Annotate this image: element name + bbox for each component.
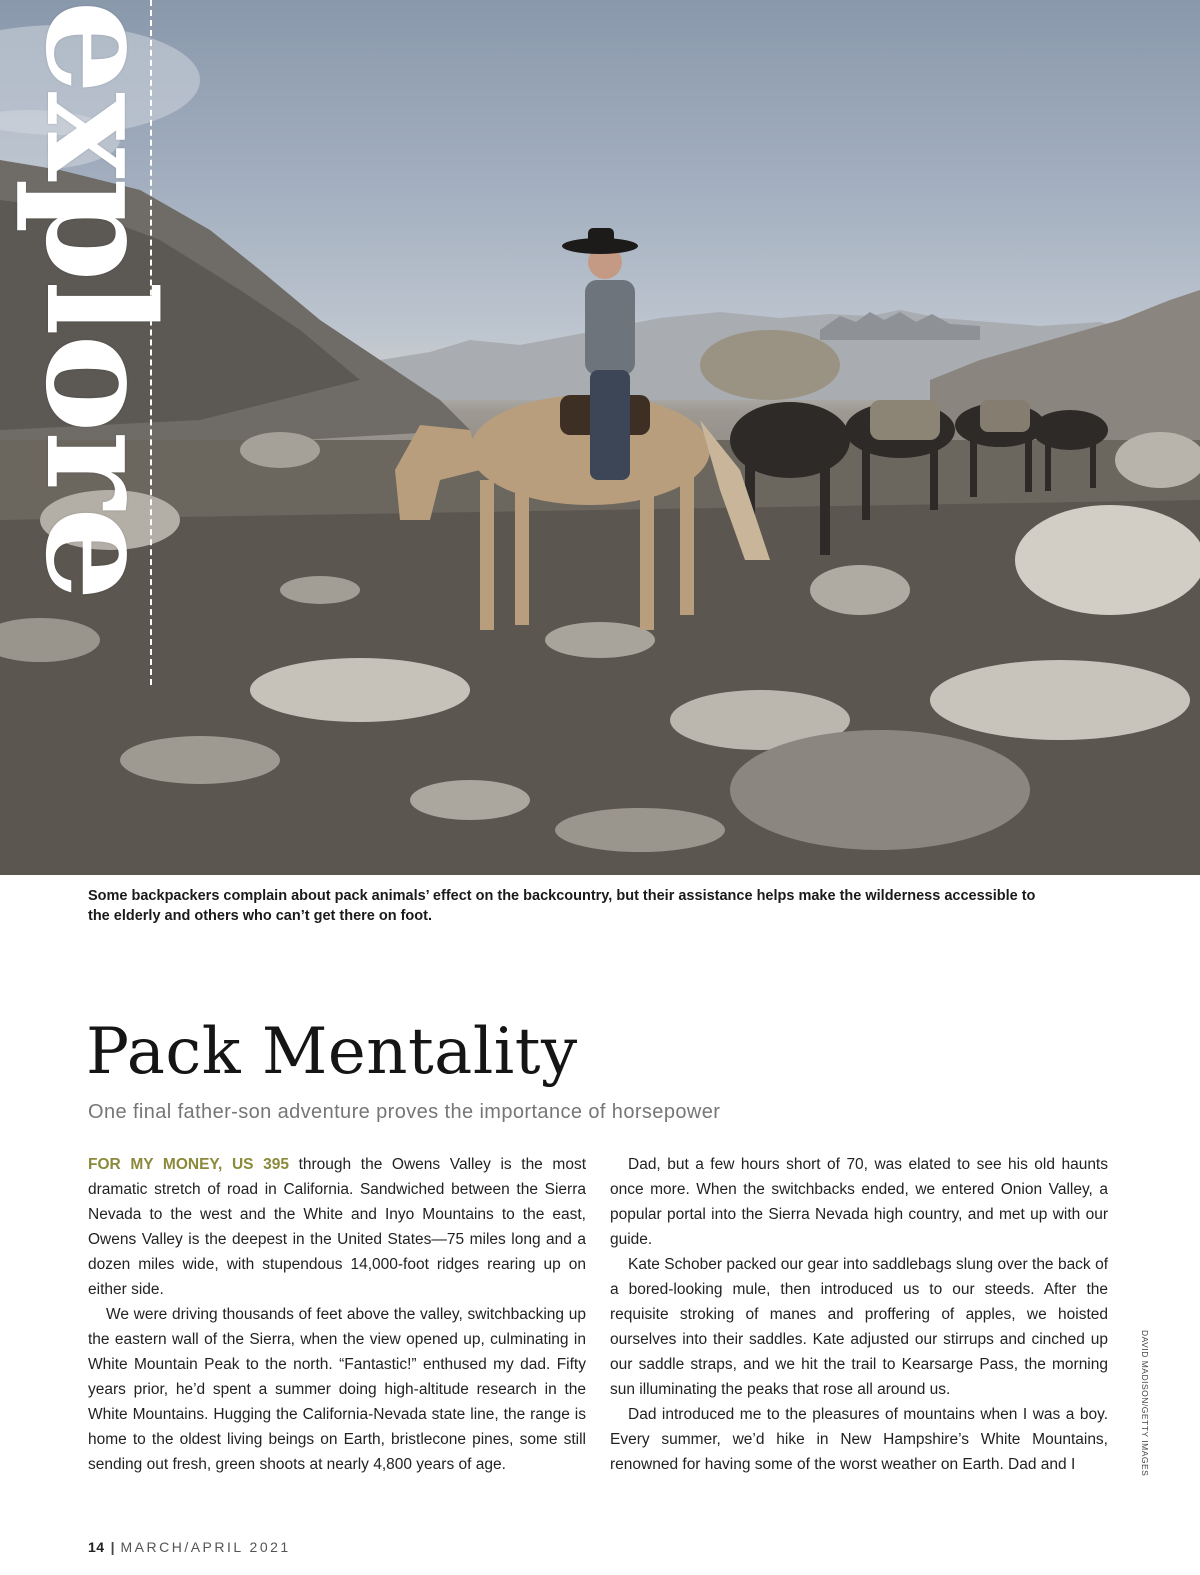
paragraph-text: through the Owens Valley is the most dramatic stretch of road in California. Sandwiched between the Sierra Nevada to the west and the White and Inyo Mountains to the east, Owens Valley is the deepest in the United States—75 miles long and a dozen miles wide, with stupendous 14,000-foot ridges rearing up on either side. [88,1156,587,1298]
paragraph: Dad, but a few hours short of 70, was elated to see his old haunts once more. When the switchbacks ended, we entered Onion Valley, a popular portal into the Sierra Nevada high country, and met up with our guide. [610,1156,1108,1248]
page-footer [88,1539,291,1555]
paragraph: We were driving thousands of feet above the valley, switchbacking up the eastern wall of the Sierra, when the view opened up, culminating in White Mountain Peak to the north. “Fantastic!” enthused my dad. Fifty years prior, he’d spent a summer doing high-altitude research in the White Mountains. Hugging the California-Nevada state line, the range is home to the oldest living beings on Earth, bristlecone pines, some still sending out fresh, green shoots at nearly 4,800 years of age. [88,1306,586,1473]
section-label: explore [13,0,187,599]
paragraph [88,1152,586,1302]
article-column-1 [88,1152,586,1477]
paragraph: Dad introduced me to the pleasures of mountains when I was a boy. Every summer, we’d hike in New Hampshire’s White Mountains, renowned for having some of the worst weather on Earth. Dad and I [610,1406,1108,1473]
footer-separator: | [110,1539,115,1555]
lead-in: FOR MY MONEY, US 395 [88,1156,289,1173]
photo-caption: Some backpackers complain about pack animals’ effect on the backcountry, but their assistance helps make the wilderness accessible to the elderly and others who can’t get there on foot. [88,888,1036,924]
article-dek: One final father-son adventure proves the importance of horsepower [88,1101,721,1123]
article-column-2 [610,1152,1108,1477]
photo-credit: DAVID MADISON/GETTY IMAGES [1140,1330,1150,1477]
paragraph: Kate Schober packed our gear into saddlebags slung over the back of a bored-looking mule, then introduced us to our steeds. After the requisite stroking of manes and proffering of apples, we hoisted ourselves into their saddles. Kate adjusted our stirrups and cinched up our saddle straps, and we hit the trail to Kearsarge Pass, the morning sun illuminating the peaks that rose all around us. [610,1256,1108,1398]
page-number: 14 [88,1539,105,1555]
issue-date: MARCH/APRIL 2021 [120,1539,291,1555]
article-headline: Pack Mentality [86,1015,578,1089]
